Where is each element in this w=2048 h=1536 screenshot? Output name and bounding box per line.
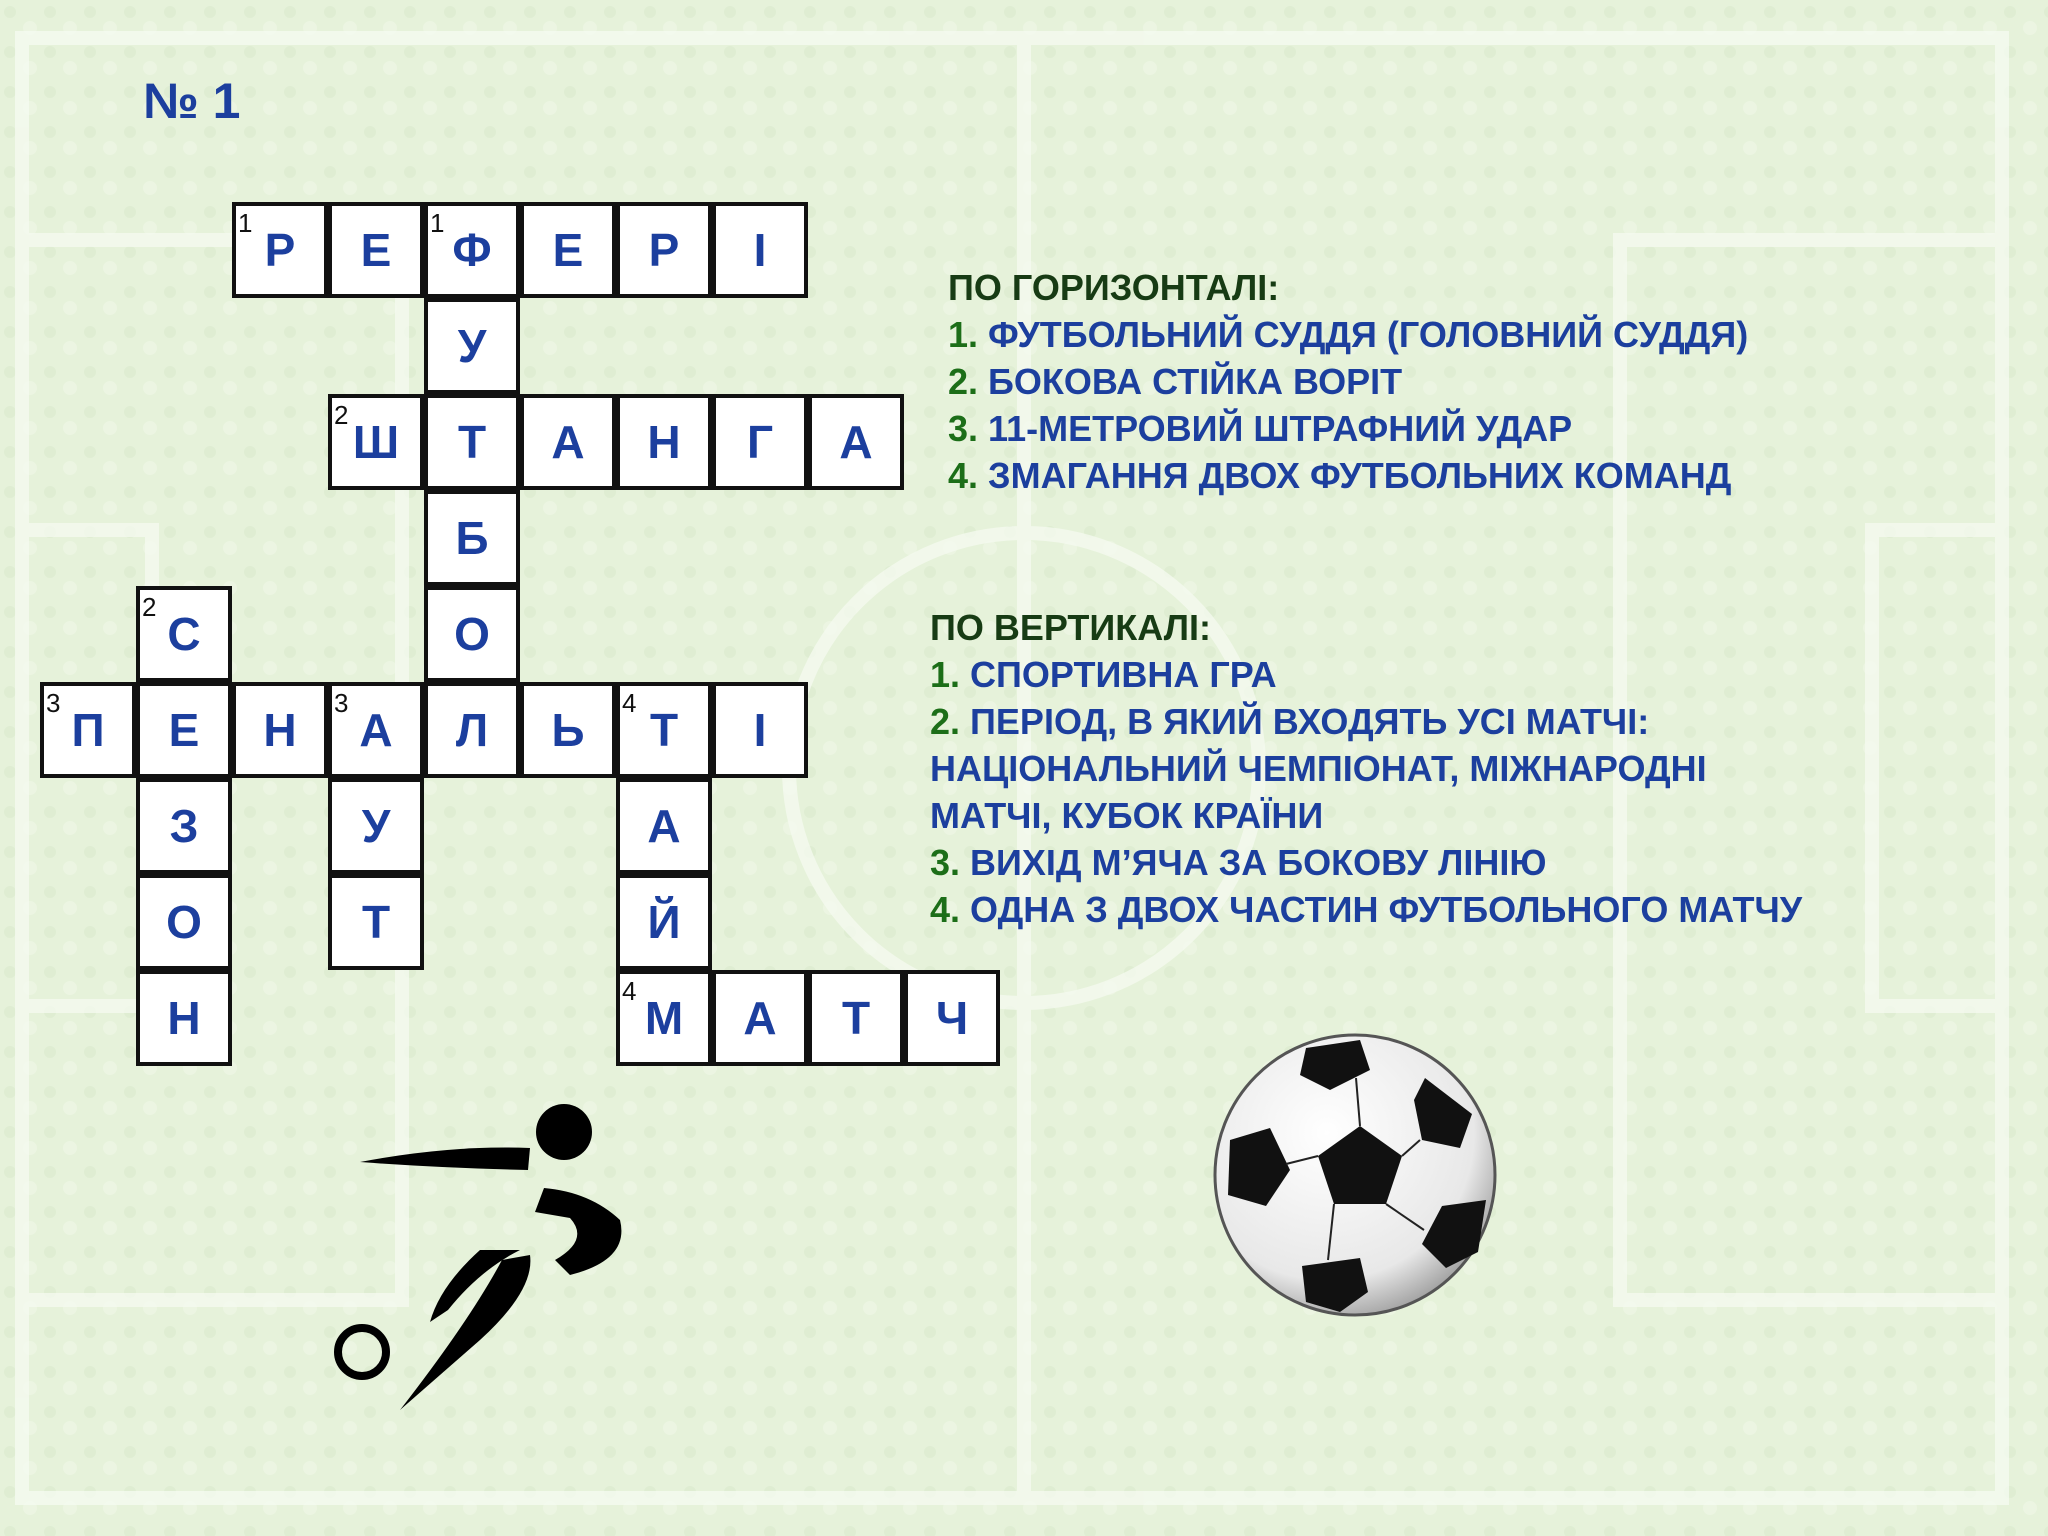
clue-down: НАЦІОНАЛЬНИЙ ЧЕМПІОНАТ, МІЖНАРОДНІ [930,748,1707,789]
football-player-icon [330,1100,650,1420]
clue-across: 2. БОКОВА СТІЙКА ВОРІТ [948,361,1403,402]
crossword-cell: Б [424,490,520,586]
clue-number: 2 [334,400,349,430]
clue-across: 3. 11-МЕТРОВИЙ ШТРАФНИЙ УДАР [948,408,1573,449]
clue-number: 2 [142,592,157,622]
crossword-cell: Р [232,202,328,298]
crossword-cell: Т [424,394,520,490]
down-header: ПО ВЕРТИКАЛІ: [930,607,1211,648]
clues-down [930,604,1802,933]
clue-number: 4 [622,976,637,1006]
clue-number: 1 [238,208,253,238]
clue-across: 1. ФУТБОЛЬНИЙ СУДДЯ (ГОЛОВНИЙ СУДДЯ) [948,314,1749,355]
clue-down: 3. ВИХІД М’ЯЧА ЗА БОКОВУ ЛІНІЮ [930,842,1547,883]
clue-down: 1. СПОРТИВНА ГРА [930,654,1277,695]
clue-down: 2. ПЕРІОД, В ЯКИЙ ВХОДЯТЬ УСІ МАТЧІ: [930,701,1650,742]
crossword-cell: Е [328,202,424,298]
crossword-cell: Г [712,394,808,490]
across-header: ПО ГОРИЗОНТАЛІ: [948,267,1280,308]
crossword-cell: А [616,778,712,874]
clues-across [948,264,1748,499]
clue-down: 4. ОДНА З ДВОХ ЧАСТИН ФУТБОЛЬНОГО МАТЧУ [930,889,1803,930]
crossword-cell: С [136,586,232,682]
crossword-cell: І [712,682,808,778]
clue-number: 1 [430,208,445,238]
soccer-ball-icon [1210,1030,1500,1320]
crossword-cell: Т [616,682,712,778]
crossword-cell: З [136,778,232,874]
crossword-cell: Е [520,202,616,298]
crossword-cell: Р [616,202,712,298]
clue-across: 4. ЗМАГАННЯ ДВОХ ФУТБОЛЬНИХ КОМАНД [948,455,1732,496]
crossword-cell: Е [136,682,232,778]
crossword-cell: Ч [904,970,1000,1066]
crossword-cell: П [40,682,136,778]
clue-number: 4 [622,688,637,718]
crossword-cell: Л [424,682,520,778]
clue-number: 3 [334,688,349,718]
clue-number: 3 [46,688,61,718]
crossword-cell: А [328,682,424,778]
crossword-cell: Т [808,970,904,1066]
crossword-cell: Ш [328,394,424,490]
crossword-cell: А [712,970,808,1066]
crossword-cell: У [328,778,424,874]
crossword-cell: У [424,298,520,394]
crossword-cell: О [136,874,232,970]
crossword-cell: Н [232,682,328,778]
crossword-cell: Т [328,874,424,970]
crossword-cell: Н [136,970,232,1066]
crossword-cell: Н [616,394,712,490]
crossword-cell: А [808,394,904,490]
crossword-cell: Ф [424,202,520,298]
crossword-cell: О [424,586,520,682]
crossword-cell: М [616,970,712,1066]
crossword-cell: Ь [520,682,616,778]
crossword-cell: І [712,202,808,298]
clue-down: МАТЧІ, КУБОК КРАЇНИ [930,795,1324,836]
crossword-cell: А [520,394,616,490]
page-title: № 1 [143,73,241,129]
crossword-cell: Й [616,874,712,970]
